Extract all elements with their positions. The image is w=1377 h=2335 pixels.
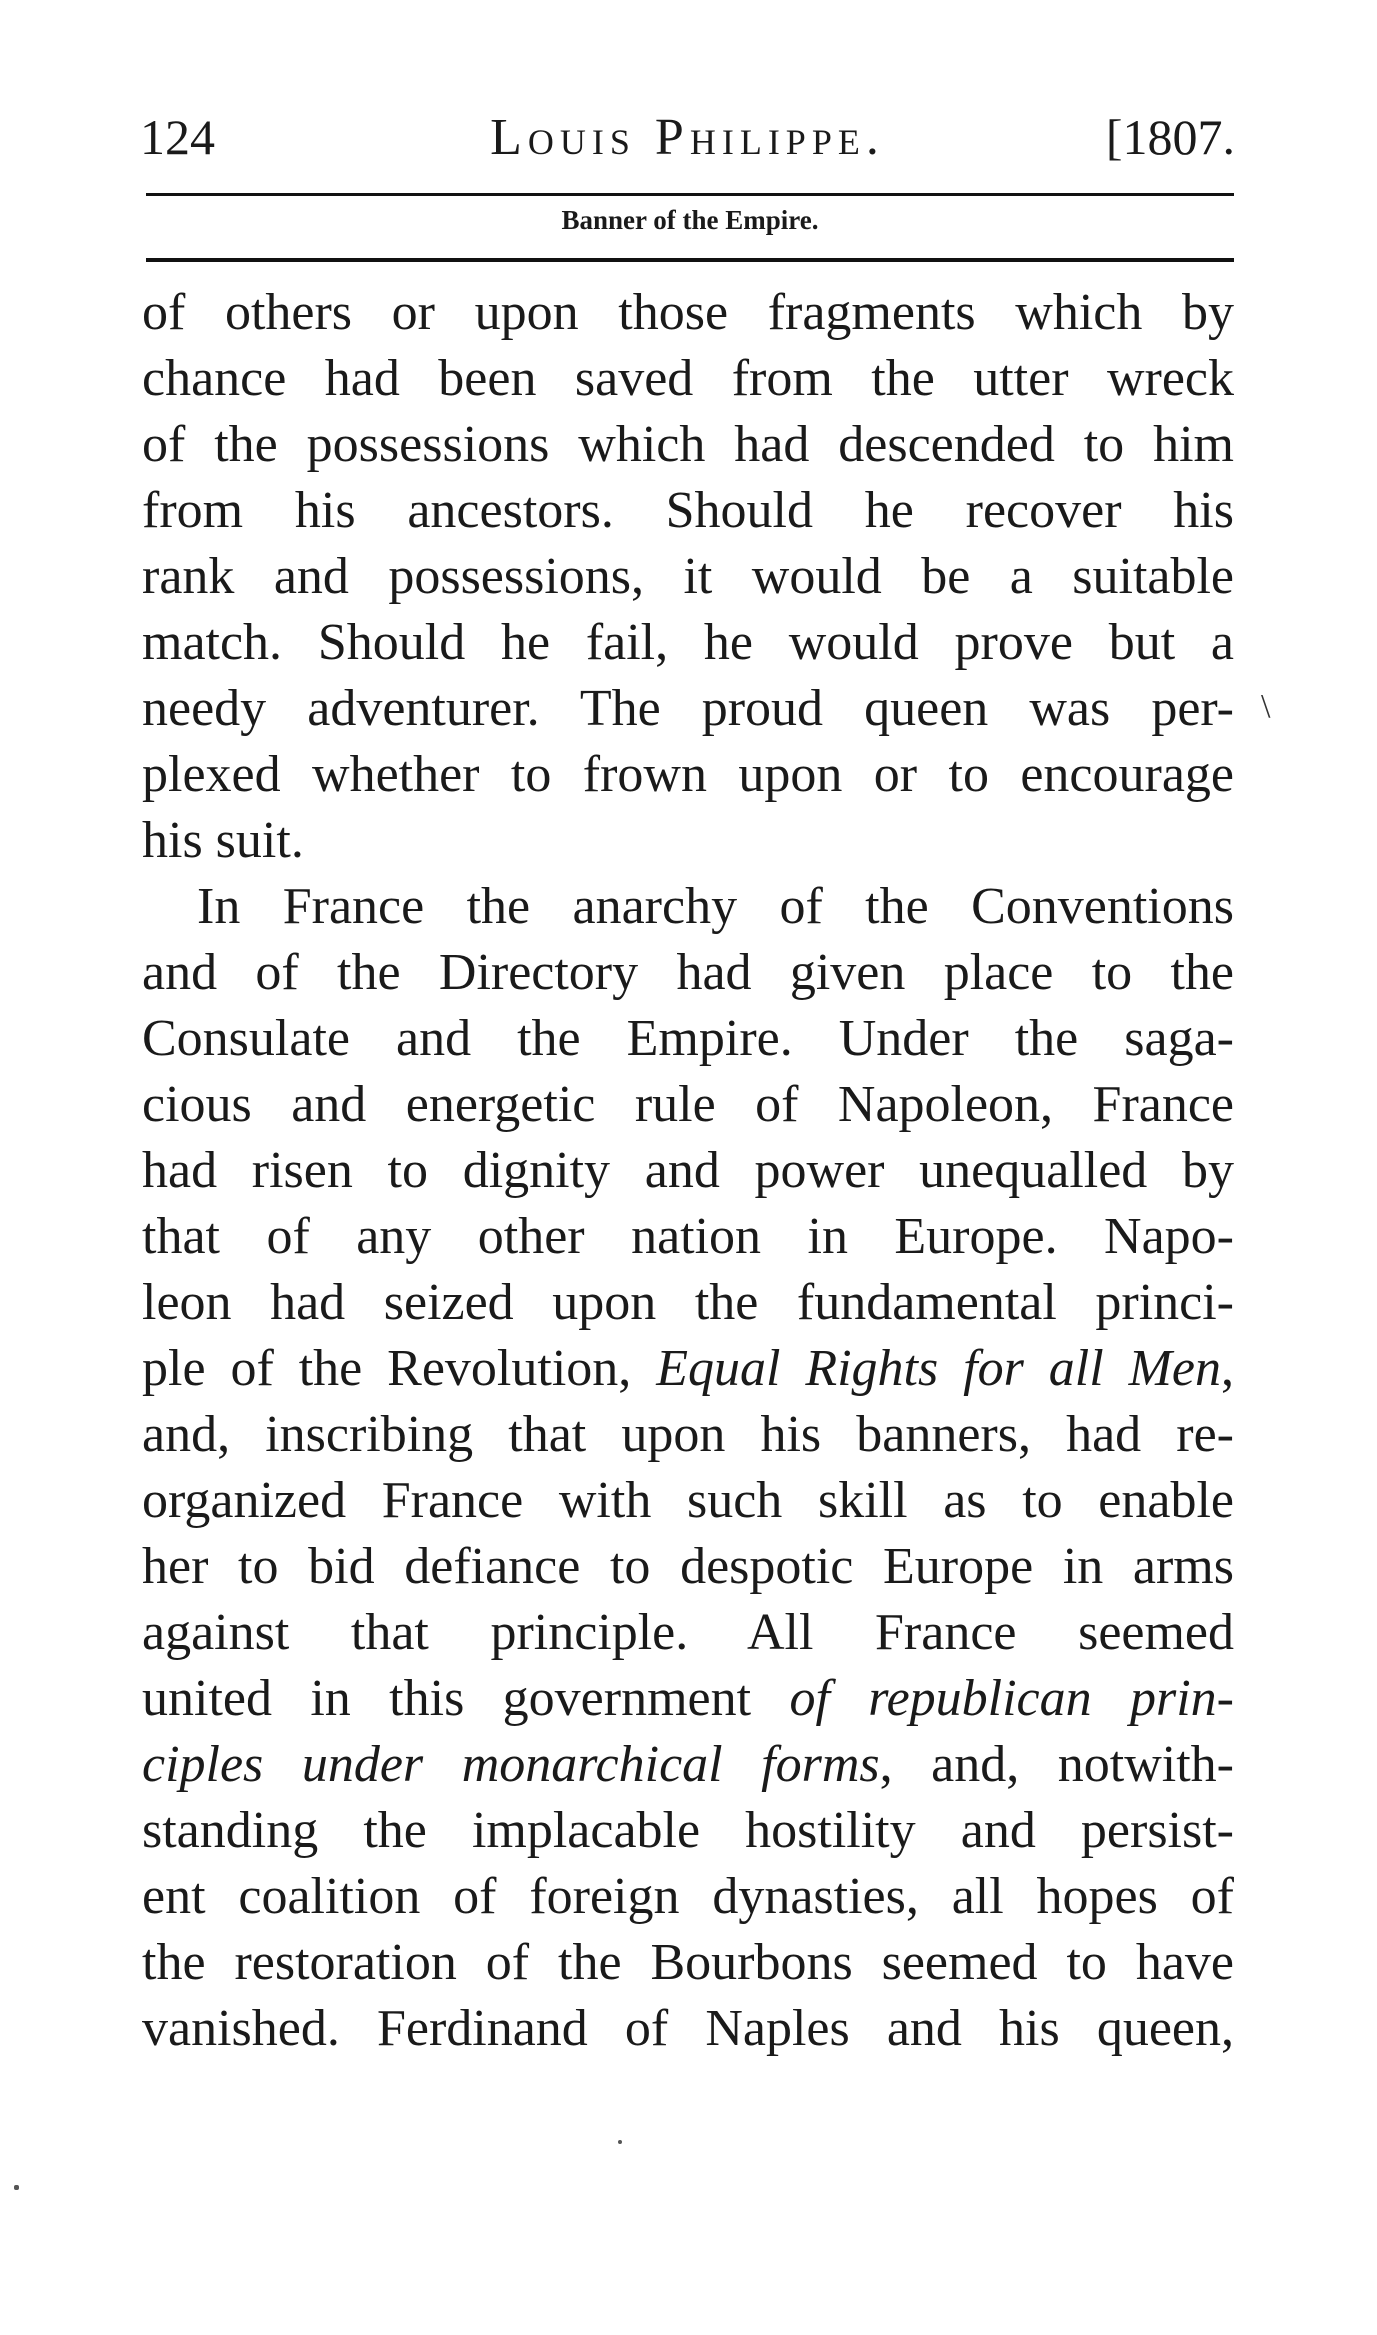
text-line (142, 1336, 1234, 1402)
text-line: that of any other nation in Europe. Napo- (142, 1208, 1234, 1265)
text-line (142, 1732, 1234, 1798)
text-run: ple of the Revolution, (142, 1340, 657, 1397)
text-line: from his ancestors. Should he recover his (142, 482, 1234, 539)
italic-phrase: of republican prin- (789, 1670, 1234, 1727)
text-line: and of the Directory had given place to the (142, 944, 1234, 1001)
text-line: cious and energetic rule of Napoleon, France (142, 1076, 1234, 1133)
body-text (142, 280, 1234, 2062)
text-line: had risen to dignity and power unequalled by (142, 1142, 1234, 1199)
paper-speck (14, 2185, 19, 2190)
italic-phrase: ciples under monarchical forms (142, 1736, 880, 1793)
text-line: of others or upon those fragments which by (142, 284, 1234, 341)
text-line: Consulate and the Empire. Under the saga- (142, 1010, 1234, 1067)
text-line: against that principle. All France seemed (142, 1604, 1234, 1661)
margin-mark: \ (1261, 688, 1271, 725)
page-number: 124 (140, 109, 215, 165)
text-line: leon had seized upon the fundamental princi- (142, 1274, 1234, 1331)
text-line: match. Should he fail, he would prove but a (142, 614, 1234, 671)
text-line: rank and possessions, it would be a suitable (142, 548, 1234, 605)
italic-phrase: Equal Rights for all Men (656, 1340, 1221, 1397)
text-line: vanished. Ferdinand of Naples and his queen, (142, 2000, 1234, 2057)
header-rule-top (146, 193, 1234, 196)
text-line: her to bid defiance to despotic Europe in arms (142, 1538, 1234, 1595)
text-run: united in this government (142, 1670, 790, 1727)
text-line: the restoration of the Bourbons seemed to have (142, 1934, 1234, 1991)
section-subhead: Banner of the Empire. (561, 205, 819, 235)
text-line (142, 1666, 1234, 1732)
text-line: needy adventurer. The proud queen was per- (142, 680, 1234, 737)
paper-speck (618, 2140, 622, 2144)
header-rule-bottom (146, 258, 1234, 262)
text-line: his suit. (142, 812, 304, 869)
running-head (140, 108, 1235, 178)
text-line: standing the implacable hostility and persist- (142, 1802, 1234, 1859)
text-line: and, inscribing that upon his banners, had re- (142, 1406, 1234, 1463)
text-run: , and, notwith- (879, 1736, 1234, 1793)
running-title: Louis Philippe. (490, 109, 885, 166)
text-line: chance had been saved from the utter wreck (142, 350, 1234, 407)
text-line: In France the anarchy of the Conventions (197, 878, 1234, 935)
text-line: of the possessions which had descended to him (142, 416, 1234, 473)
text-run: , (1220, 1340, 1234, 1397)
text-line: organized France with such skill as to enable (142, 1472, 1234, 1529)
text-line: plexed whether to frown upon or to encourage (142, 746, 1234, 803)
running-year: [1807. (1105, 109, 1235, 165)
text-line: ent coalition of foreign dynasties, all hopes of (142, 1868, 1234, 1925)
